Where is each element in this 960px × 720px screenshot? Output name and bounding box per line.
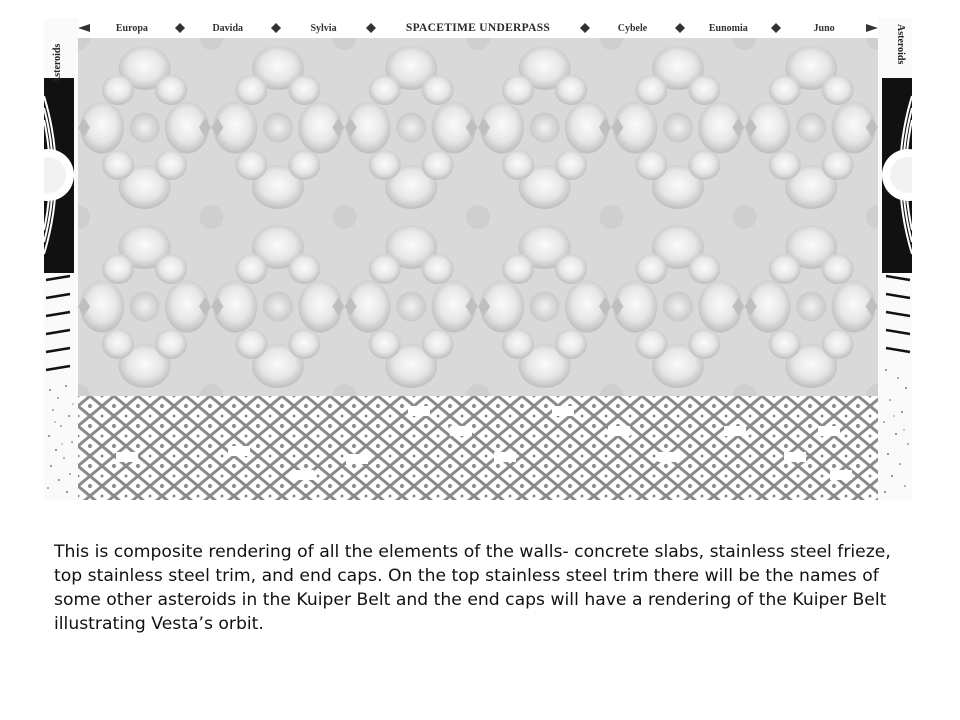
trim-name: Eunomia	[708, 22, 748, 34]
diamond-icon	[78, 22, 90, 34]
trim-name: Europa	[115, 22, 148, 34]
wall-rendering	[44, 18, 912, 500]
diamond-icon	[579, 22, 591, 34]
trim-name: Davida	[212, 22, 243, 34]
left-end-cap-label: Asteroids	[52, 43, 63, 84]
right-end-cap	[878, 18, 912, 500]
diamond-icon	[174, 22, 186, 34]
trim-name: Juno	[813, 22, 835, 34]
caption-text: This is composite rendering of all the elements of the walls- concrete slabs, stainless steel frieze, top stainless steel trim, and end caps. On the top stainless steel trim there will be the names of some other asteroids in the Kuiper Belt and the end caps will have a rendering of the Kuiper Belt illustrating Vesta’s orbit.	[54, 542, 891, 634]
diamond-icon	[270, 22, 282, 34]
concrete-slabs	[78, 38, 878, 396]
trim-name: Cybele	[617, 22, 648, 34]
left-end-cap	[44, 18, 78, 500]
top-stainless-steel-trim	[78, 18, 878, 38]
right-end-cap-label: Asteroids	[895, 24, 906, 65]
diamond-icon	[866, 22, 878, 34]
trim-name: Sylvia	[310, 22, 337, 34]
trim-title: SPACETIME UNDERPASS	[405, 22, 551, 34]
stainless-steel-frieze	[78, 396, 878, 500]
diamond-icon	[674, 22, 686, 34]
diamond-icon	[365, 22, 377, 34]
kuiper-belt-orbit-graphic	[878, 18, 912, 500]
kuiper-belt-orbit-graphic	[44, 18, 78, 500]
diamond-icon	[770, 22, 782, 34]
